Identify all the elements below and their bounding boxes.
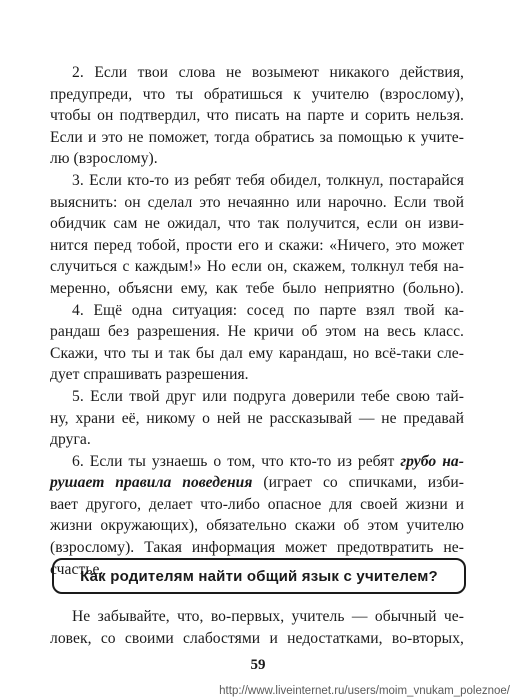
text-line: вает другого, делает что-либо опасное для своей жизни и xyxy=(50,495,464,513)
text-line: Не забывайте, что, во-первых, учитель — обычный че- xyxy=(72,608,464,625)
text-line: ну, храни её, никому о ней не рассказывай — не предавай xyxy=(50,409,464,427)
text-line: 3. Если кто-то из ребят тебя обидел, толкнул, постарайся xyxy=(72,171,464,189)
text-line: нится перед тобой, прости его и скажи: «Ничего, это может xyxy=(50,236,464,254)
text-line: чтобы он подтвердил, что писать на парте и сорить нельзя. xyxy=(50,107,464,125)
source-url-watermark: http://www.liveinternet.ru/users/moim_vnukam_poleznoe/ xyxy=(219,685,510,697)
text-line: выяснить: он сделал это нечаянно или нарочно. Если твой xyxy=(50,193,464,211)
text-line: меренно, объясни ему, как тебе было неприятно (больно). xyxy=(50,279,464,297)
emphasis-text: грубо на- xyxy=(400,452,464,470)
text-line: рандаш без разрешения. Не кричи об этом на весь класс. xyxy=(50,323,464,341)
text-line: (взрослому). Такая информация может предотвратить не- xyxy=(50,539,464,557)
section-intro-text xyxy=(50,606,464,649)
text-run: (играет со спичками, изби- xyxy=(252,474,464,492)
text-line: дует спрашивать разрешения. xyxy=(50,366,249,384)
text-line: Если и это не поможет, тогда обратись за помощью к учите- xyxy=(50,128,464,146)
text-line: предупреди, что ты обратишься к учителю (взрослому), xyxy=(50,85,464,103)
text-line: 5. Если твой друг или подруга доверили тебе свою тай- xyxy=(72,387,464,405)
section-heading-box xyxy=(52,558,466,594)
text-line: ловек, со своими слабостями и недостатками, во-вторых, xyxy=(50,629,464,647)
text-line: Скажи, что ты и так бы дал ему карандаш, но всё-таки сле- xyxy=(50,344,464,362)
text-line: случиться с каждым!» Но если он, скажем, толкнул тебя на- xyxy=(50,258,464,276)
paragraph-3 xyxy=(50,170,464,300)
paragraph-2 xyxy=(50,62,464,170)
section-heading: Как родителям найти общий язык с учителем? xyxy=(80,567,438,585)
text-line: 2. Если твои слова не возымеют никакого действия, xyxy=(72,64,464,81)
text-line: лю (взрослому). xyxy=(50,150,158,168)
text-line: друга. xyxy=(50,431,91,449)
paragraph-4 xyxy=(50,300,464,386)
text-line: обидчик сам не ожидал, что так получится, если он изви- xyxy=(50,215,464,233)
text-line: жизни окружающих), обязательно скажи об этом учителю xyxy=(50,517,464,535)
paragraph-5 xyxy=(50,386,464,451)
rules-text xyxy=(50,62,464,580)
emphasis-text: рушает правила поведения xyxy=(50,474,253,492)
text-run: 6. Если ты узнаешь о том, что кто-то из ребят xyxy=(72,452,401,470)
text-line xyxy=(50,451,464,473)
text-line: счастье. xyxy=(50,560,104,578)
text-line: 4. Ещё одна ситуация: сосед по парте взял твой ка- xyxy=(72,301,464,319)
page-number: 59 xyxy=(250,657,266,673)
text-line xyxy=(50,472,464,494)
